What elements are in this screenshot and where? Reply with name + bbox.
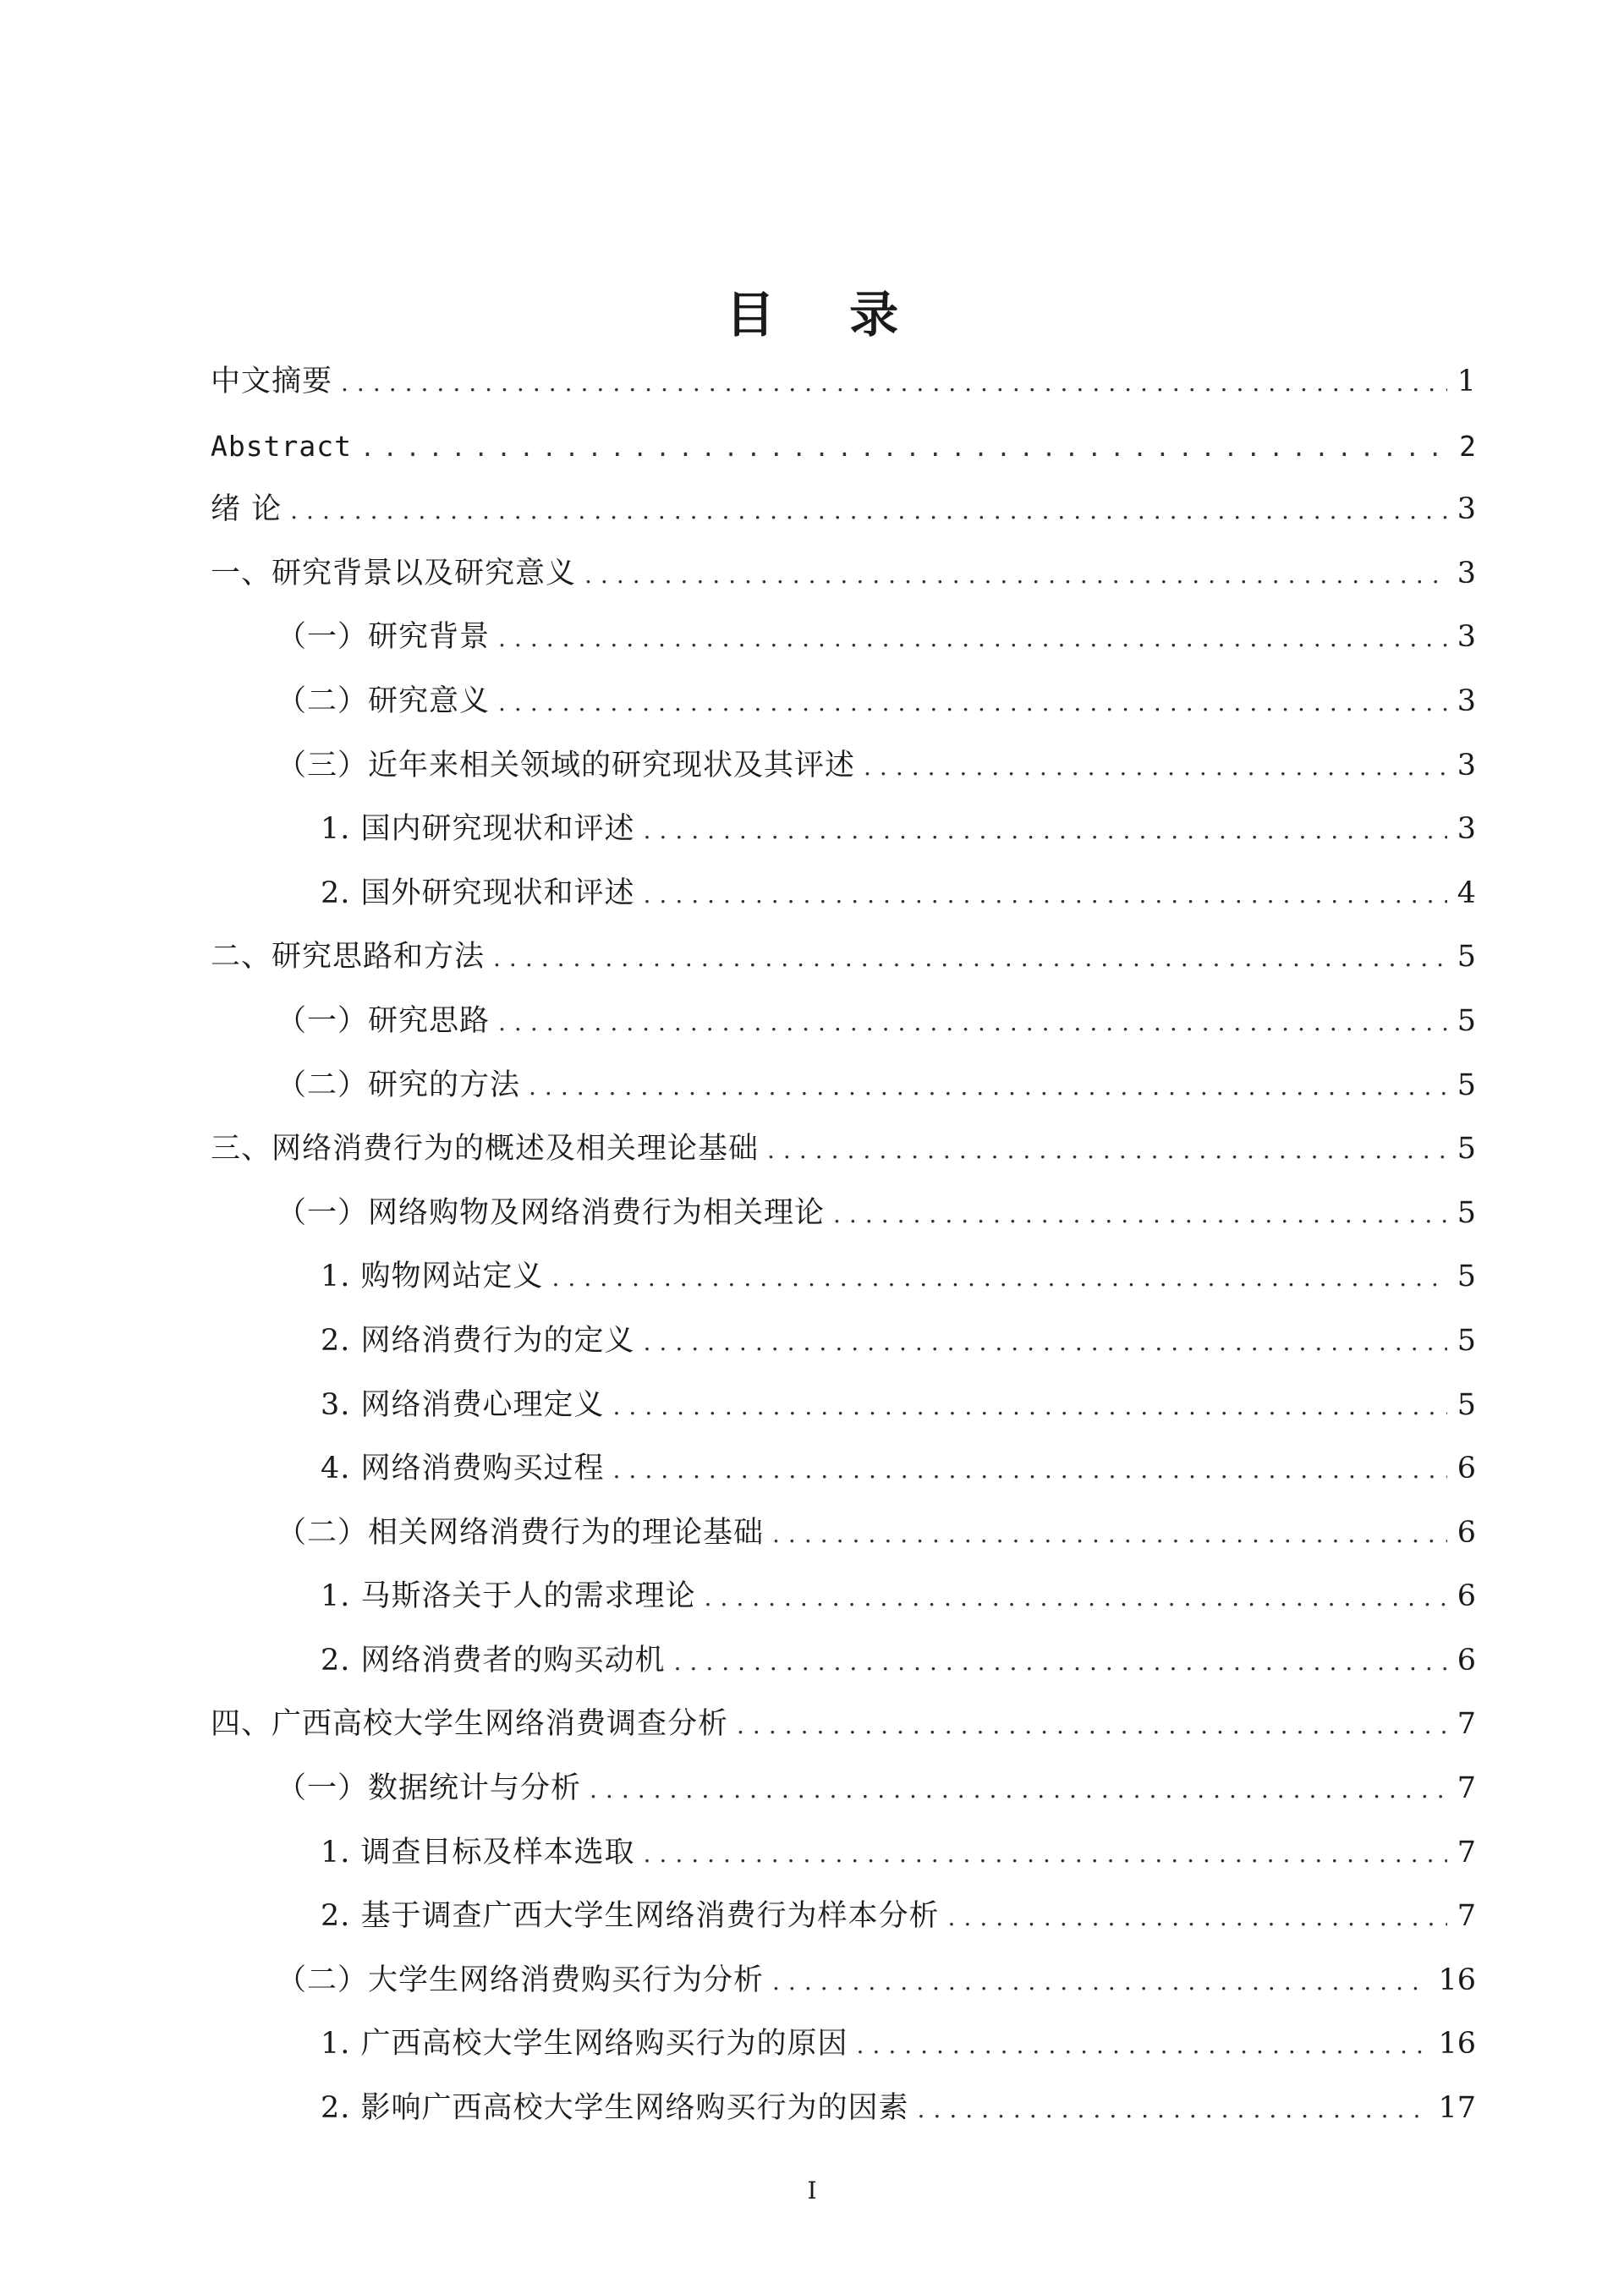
toc-entry-page: 7: [1457, 1835, 1476, 1869]
toc-entry-section-3-1-3[interactable]: [211, 1374, 1476, 1438]
toc-entry-page: 6: [1457, 1515, 1476, 1550]
toc-entry-section-1[interactable]: [211, 542, 1476, 607]
toc-entry-section-2[interactable]: [211, 925, 1476, 990]
toc-entry-label: 1. 国内研究现状和评述: [321, 812, 635, 847]
toc-dot-leader: [341, 351, 1447, 415]
toc-entry-page: 5: [1457, 1260, 1476, 1294]
toc-entry-page: 5: [1457, 1132, 1476, 1167]
toc-entry-page: 17: [1438, 2091, 1476, 2126]
toc-entry-section-1-2[interactable]: [211, 670, 1476, 734]
toc-entry-page: 3: [1457, 812, 1476, 847]
toc-entry-section-3-2-1[interactable]: [211, 1565, 1476, 1629]
page-number: I: [807, 2177, 817, 2204]
toc-entry-label: 3. 网络消费心理定义: [321, 1387, 605, 1422]
toc-entry-label: 1. 调查目标及样本选取: [321, 1835, 635, 1869]
toc-entry-section-4-2[interactable]: [211, 1949, 1476, 2013]
toc-entry-section-4-1[interactable]: [211, 1757, 1476, 1821]
toc-entry-section-3-1-1[interactable]: [211, 1245, 1476, 1309]
toc-dot-leader: [948, 1886, 1447, 1950]
toc-dot-leader: [613, 1375, 1447, 1439]
toc-entry-label: （二）研究意义: [277, 684, 491, 718]
toc-entry-page: 16: [1438, 2027, 1476, 2062]
toc-entry-page: 16: [1438, 1963, 1476, 1997]
toc-entry-label: （一）网络购物及网络消费行为相关理论: [277, 1195, 826, 1230]
toc-entry-label: （一）研究思路: [277, 1003, 491, 1038]
toc-entry-label: 4. 网络消费购买过程: [321, 1452, 605, 1486]
toc-entry-label: （三）近年来相关领域的研究现状及其评述: [277, 748, 856, 782]
toc-entry-label: （二）研究的方法: [277, 1068, 521, 1102]
toc-entry-section-3-2[interactable]: [211, 1502, 1476, 1566]
toc-entry-label: 一、研究背景以及研究意义: [211, 556, 577, 590]
toc-entry-section-4-1-1[interactable]: [211, 1821, 1476, 1886]
toc-dot-leader: [590, 1758, 1447, 1822]
toc-entry-label: （二）大学生网络消费购买行为分析: [277, 1963, 765, 1997]
toc-entry-page: 6: [1457, 1643, 1476, 1677]
table-of-contents: [211, 350, 1476, 2141]
toc-entry-chinese-abstract[interactable]: [211, 350, 1476, 415]
toc-entry-page: 7: [1457, 1771, 1476, 1806]
toc-entry-label: 1. 购物网站定义: [321, 1260, 544, 1294]
toc-entry-page: 3: [1457, 684, 1476, 718]
toc-entry-section-2-2[interactable]: [211, 1054, 1476, 1118]
toc-entry-section-4[interactable]: [211, 1693, 1476, 1757]
toc-dot-leader: [498, 671, 1447, 735]
toc-entry-section-4-1-2[interactable]: [211, 1885, 1476, 1949]
toc-entry-introduction[interactable]: [211, 478, 1476, 542]
toc-dot-leader: [644, 1822, 1447, 1886]
toc-dot-leader: [290, 479, 1447, 543]
toc-entry-label: 绪 论: [211, 492, 283, 527]
toc-dot-leader: [772, 1950, 1429, 2014]
toc-entry-label: 三、网络消费行为的概述及相关理论基础: [211, 1132, 760, 1167]
toc-entry-section-3-1[interactable]: [211, 1182, 1476, 1246]
toc-entry-label: 二、研究思路和方法: [211, 940, 486, 975]
toc-entry-page: 5: [1457, 1003, 1476, 1038]
toc-dot-leader: [498, 991, 1447, 1055]
toc-entry-section-3-2-2[interactable]: [211, 1629, 1476, 1694]
toc-entry-label: 1. 广西高校大学生网络购买行为的原因: [321, 2027, 848, 2062]
toc-dot-leader: [918, 2078, 1430, 2142]
toc-entry-section-1-3-2[interactable]: [211, 862, 1476, 926]
toc-entry-label: 1. 马斯洛关于人的需求理论: [321, 1579, 696, 1614]
toc-entry-page: 3: [1457, 556, 1476, 590]
toc-entry-label: （一）研究背景: [277, 620, 491, 655]
toc-entry-section-3-1-2[interactable]: [211, 1309, 1476, 1374]
toc-entry-page: 7: [1457, 1899, 1476, 1934]
toc-entry-label: 2. 影响广西高校大学生网络购买行为的因素: [321, 2091, 909, 2126]
toc-dot-leader: [767, 1118, 1447, 1183]
toc-entry-label: 2. 网络消费者的购买动机: [321, 1643, 666, 1677]
toc-dot-leader: [674, 1630, 1447, 1694]
toc-entry-page: 3: [1457, 492, 1476, 527]
toc-entry-page: 5: [1457, 1195, 1476, 1230]
toc-entry-label: 2. 网络消费行为的定义: [321, 1323, 635, 1358]
toc-entry-label: 中文摘要: [211, 365, 333, 398]
toc-entry-page: 5: [1457, 1323, 1476, 1358]
toc-entry-section-1-3[interactable]: [211, 734, 1476, 799]
toc-dot-leader: [737, 1694, 1447, 1758]
toc-entry-page: 3: [1457, 620, 1476, 655]
toc-dot-leader: [772, 1502, 1447, 1567]
toc-entry-page: 4: [1457, 876, 1476, 910]
toc-dot-leader: [493, 926, 1447, 991]
toc-dot-leader: [529, 1055, 1447, 1119]
toc-entry-page: 2: [1459, 429, 1476, 463]
toc-dot-leader: [864, 735, 1447, 799]
toc-dot-leader: [833, 1183, 1447, 1247]
toc-dot-leader: [552, 1246, 1447, 1310]
toc-entry-page: 3: [1457, 748, 1476, 782]
toc-entry-section-1-3-1[interactable]: [211, 798, 1476, 862]
toc-entry-page: 5: [1457, 1068, 1476, 1102]
toc-dot-leader: [644, 863, 1447, 927]
toc-entry-section-4-2-2[interactable]: [211, 2077, 1476, 2141]
toc-dot-leader: [613, 1438, 1447, 1502]
toc-entry-abstract[interactable]: [211, 415, 1476, 479]
toc-entry-section-3-1-4[interactable]: [211, 1437, 1476, 1502]
toc-dot-leader: [857, 2013, 1430, 2078]
toc-entry-section-3[interactable]: [211, 1117, 1476, 1182]
toc-entry-section-1-1[interactable]: [211, 606, 1476, 670]
toc-entry-label: （二）相关网络消费行为的理论基础: [277, 1515, 765, 1550]
toc-entry-label: Abstract: [211, 429, 352, 463]
toc-dot-leader: [705, 1566, 1447, 1630]
toc-entry-page: 6: [1457, 1452, 1476, 1486]
toc-entry-label: （一）数据统计与分析: [277, 1771, 582, 1806]
toc-entry-page: 5: [1457, 940, 1476, 975]
toc-entry-page: 1: [1457, 365, 1476, 398]
toc-entry-label: 2. 国外研究现状和评述: [321, 876, 635, 910]
toc-dot-leader: [584, 543, 1447, 607]
toc-dot-leader: [644, 1310, 1447, 1375]
toc-dot-leader: [644, 799, 1447, 863]
toc-entry-page: 6: [1457, 1579, 1476, 1614]
toc-entry-label: 四、广西高校大学生网络消费调查分析: [211, 1707, 729, 1742]
page-title: 目 录: [725, 285, 928, 343]
toc-entry-page: 7: [1457, 1707, 1476, 1742]
toc-entry-section-4-2-1[interactable]: [211, 2012, 1476, 2077]
toc-entry-page: 5: [1457, 1387, 1476, 1422]
toc-entry-section-2-1[interactable]: [211, 990, 1476, 1054]
toc-dot-leader: [360, 416, 1447, 480]
toc-entry-label: 2. 基于调查广西大学生网络消费行为样本分析: [321, 1899, 940, 1934]
toc-dot-leader: [498, 607, 1447, 671]
